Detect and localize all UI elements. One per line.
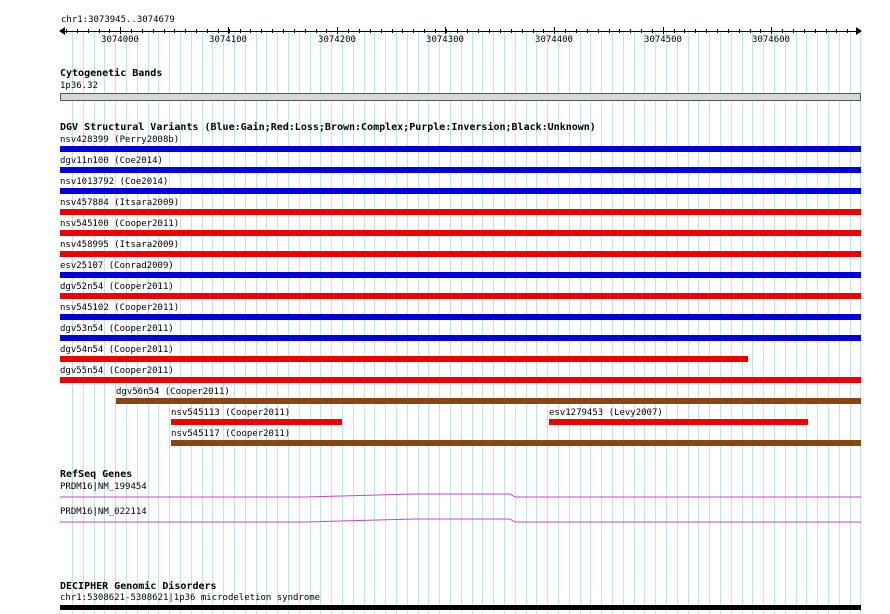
coordinate-label: chr1:3073945..3074679 (61, 15, 175, 25)
variant-label: nsv545102 (Cooper2011) (60, 303, 180, 313)
variant-label: esv25107 (Conrad2009) (60, 261, 174, 271)
decipher-bar[interactable] (60, 605, 861, 610)
variant-label: nsv545100 (Cooper2011) (60, 219, 180, 229)
gene-model-prdm16-nm-199454[interactable] (60, 494, 861, 497)
ruler-tick-label: 3074100 (209, 35, 247, 45)
ruler-tick-label: 3074400 (535, 35, 573, 45)
variant-label: nsv1013792 (Coe2014) (60, 177, 169, 187)
decipher-track-title: DECIPHER Genomic Disorders (60, 581, 217, 592)
gene-label: PRDM16|NM_022114 (60, 507, 147, 517)
variant-label: nsv545113 (Cooper2011) (171, 408, 291, 418)
variant-label: nsv428399 (Perry2008b) (60, 135, 180, 145)
variant-label: nsv458995 (Itsara2009) (60, 240, 180, 250)
variant-label: dgv52n54 (Cooper2011) (60, 282, 174, 292)
ruler-tick-label: 3074200 (318, 35, 356, 45)
variant-label: dgv55n54 (Cooper2011) (60, 366, 174, 376)
variant-label: dgv11n100 (Coe2014) (60, 156, 163, 166)
variant-label: esv1279453 (Levy2007) (549, 408, 663, 418)
ruler-tick-label: 3074300 (426, 35, 464, 45)
variant-label: nsv545117 (Cooper2011) (171, 429, 291, 439)
gene-label: PRDM16|NM_199454 (60, 482, 147, 492)
cytoband-label: 1p36.32 (60, 81, 98, 91)
dgv-track-title: DGV Structural Variants (Blue:Gain;Red:Loss;Brown:Complex;Purple:Inversion;Black:Unknown) (60, 122, 596, 133)
refseq-track-title: RefSeq Genes (60, 469, 133, 480)
variant-label: dgv54n54 (Cooper2011) (60, 345, 174, 355)
ruler-tick-label: 3074600 (752, 35, 790, 45)
gene-model-prdm16-nm-022114[interactable] (60, 519, 861, 522)
variant-label: dgv56n54 (Cooper2011) (116, 387, 230, 397)
ruler-tick-label: 3074500 (644, 35, 682, 45)
decipher-label: chr1:5308621-5308621|1p36 microdeletion syndrome (60, 593, 321, 603)
ruler-tick-label: 3074000 (101, 35, 139, 45)
variant-label: nsv457884 (Itsara2009) (60, 198, 180, 208)
variant-label: dgv53n54 (Cooper2011) (60, 324, 174, 334)
cytoband-track-title: Cytogenetic Bands (60, 68, 163, 79)
